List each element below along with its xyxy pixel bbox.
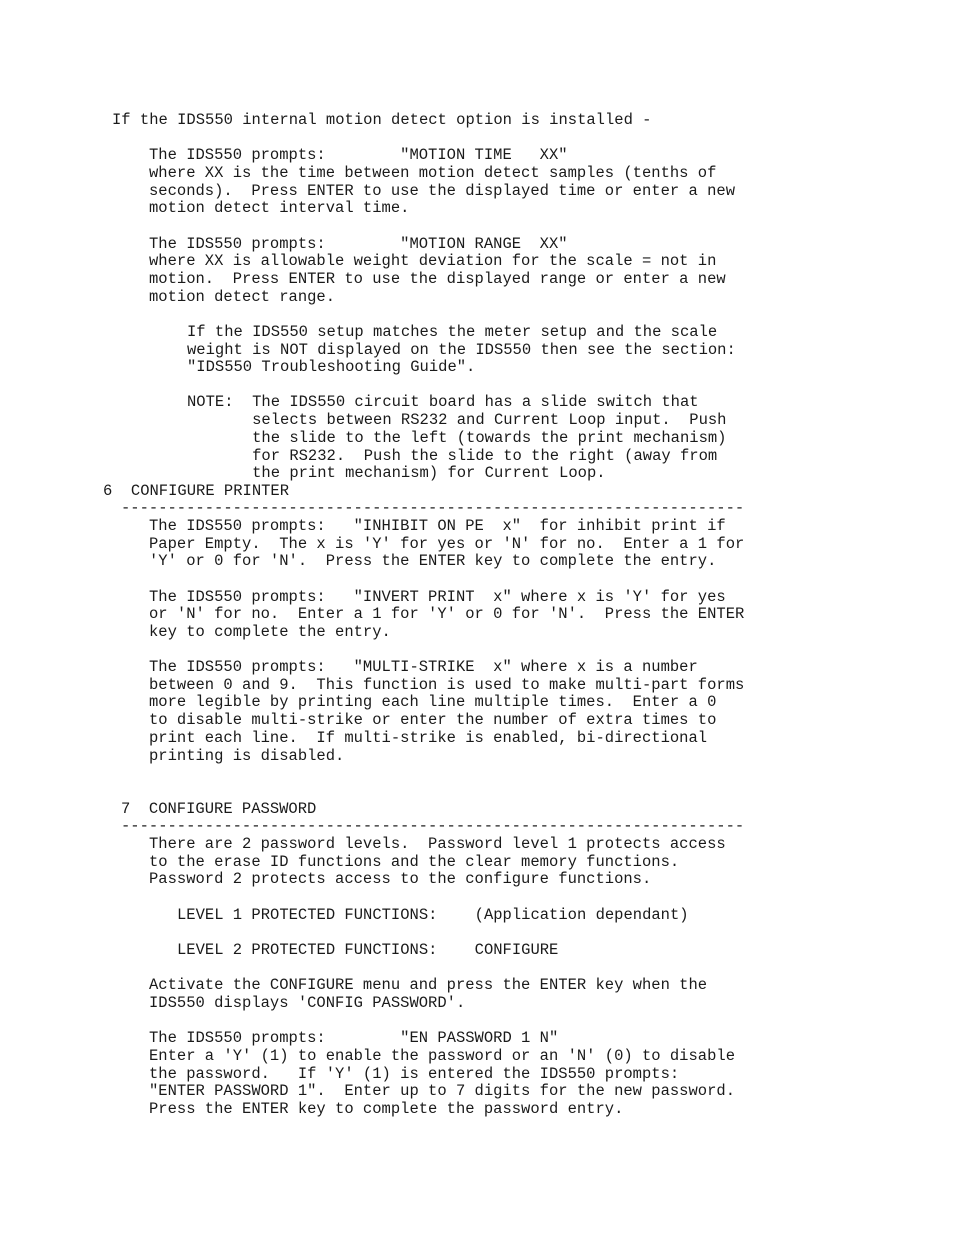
enable-line-1: The IDS550 prompts: "EN PASSWORD 1 N" — [149, 1029, 559, 1047]
motion-range-line-2: where XX is allowable weight deviation for the scale = not in — [149, 252, 717, 270]
multistrike-line-5: print each line. If multi-strike is enabled, bi-directional — [149, 729, 708, 747]
invert-line-1: The IDS550 prompts: "INVERT PRINT x" where x is 'Y' for yes — [149, 588, 726, 606]
troubleshoot-line-2: weight is NOT displayed on the IDS550 then see the section: — [187, 341, 736, 359]
level-2-protected: LEVEL 2 PROTECTED FUNCTIONS: CONFIGURE — [177, 941, 559, 959]
note-line-2: selects between RS232 and Current Loop input. Push — [187, 411, 727, 429]
note-line-3: the slide to the left (towards the print mechanism) — [187, 429, 727, 447]
activate-line-2: IDS550 displays 'CONFIG PASSWORD'. — [149, 994, 466, 1012]
invert-line-3: key to complete the entry. — [149, 623, 391, 641]
enable-line-4: "ENTER PASSWORD 1". Enter up to 7 digits for the new password. — [149, 1082, 735, 1100]
invert-line-2: or 'N' for no. Enter a 1 for 'Y' or 0 for 'N'. Press the ENTER — [149, 605, 745, 623]
level-1-protected: LEVEL 1 PROTECTED FUNCTIONS: (Application dependant) — [177, 906, 689, 924]
multistrike-line-6: printing is disabled. — [149, 747, 345, 765]
enable-line-5: Press the ENTER key to complete the password entry. — [149, 1100, 624, 1118]
motion-time-line-1: The IDS550 prompts: "MOTION TIME XX" — [149, 146, 568, 164]
inhibit-line-2: Paper Empty. The x is 'Y' for yes or 'N' for no. Enter a 1 for — [149, 535, 745, 553]
motion-intro: If the IDS550 internal motion detect option is installed - — [112, 111, 652, 129]
motion-time-line-2: where XX is the time between motion detect samples (tenths of — [149, 164, 717, 182]
note-line-4: for RS232. Push the slide to the right (away from — [187, 447, 718, 465]
multistrike-line-4: to disable multi-strike or enter the number of extra times to — [149, 711, 717, 729]
inhibit-line-1: The IDS550 prompts: "INHIBIT ON PE x" for inhibit print if — [149, 517, 726, 535]
section-rule: ------------------------------------------------------------------- — [121, 499, 745, 517]
inhibit-line-3: 'Y' or 0 for 'N'. Press the ENTER key to complete the entry. — [149, 552, 717, 570]
levels-line-2: to the erase ID functions and the clear memory functions. — [149, 853, 680, 871]
enable-line-2: Enter a 'Y' (1) to enable the password or an 'N' (0) to disable — [149, 1047, 735, 1065]
section-rule: ------------------------------------------------------------------- — [121, 817, 745, 835]
multistrike-line-3: more legible by printing each line multiple times. Enter a 0 — [149, 693, 717, 711]
troubleshoot-line-3: "IDS550 Troubleshooting Guide". — [187, 358, 476, 376]
motion-range-line-1: The IDS550 prompts: "MOTION RANGE XX" — [149, 235, 568, 253]
motion-range-line-4: motion detect range. — [149, 288, 336, 306]
section-heading-configure-printer: 6 CONFIGURE PRINTER — [103, 482, 290, 500]
troubleshoot-line-1: If the IDS550 setup matches the meter setup and the scale — [187, 323, 718, 341]
motion-time-line-3: seconds). Press ENTER to use the displayed time or enter a new — [149, 182, 735, 200]
activate-line-1: Activate the CONFIGURE menu and press the ENTER key when the — [149, 976, 708, 994]
levels-line-1: There are 2 password levels. Password level 1 protects access — [149, 835, 726, 853]
motion-range-line-3: motion. Press ENTER to use the displayed range or enter a new — [149, 270, 726, 288]
motion-time-line-4: motion detect interval time. — [149, 199, 410, 217]
multistrike-line-1: The IDS550 prompts: "MULTI-STRIKE x" where x is a number — [149, 658, 698, 676]
note-line-5: the print mechanism) for Current Loop. — [187, 464, 606, 482]
enable-line-3: the password. If 'Y' (1) is entered the IDS550 prompts: — [149, 1065, 680, 1083]
section-heading-configure-password: 7 CONFIGURE PASSWORD — [121, 800, 317, 818]
levels-line-3: Password 2 protects access to the configure functions. — [149, 870, 652, 888]
multistrike-line-2: between 0 and 9. This function is used to make multi-part forms — [149, 676, 745, 694]
note-line-1: NOTE: The IDS550 circuit board has a slide switch that — [187, 393, 699, 411]
